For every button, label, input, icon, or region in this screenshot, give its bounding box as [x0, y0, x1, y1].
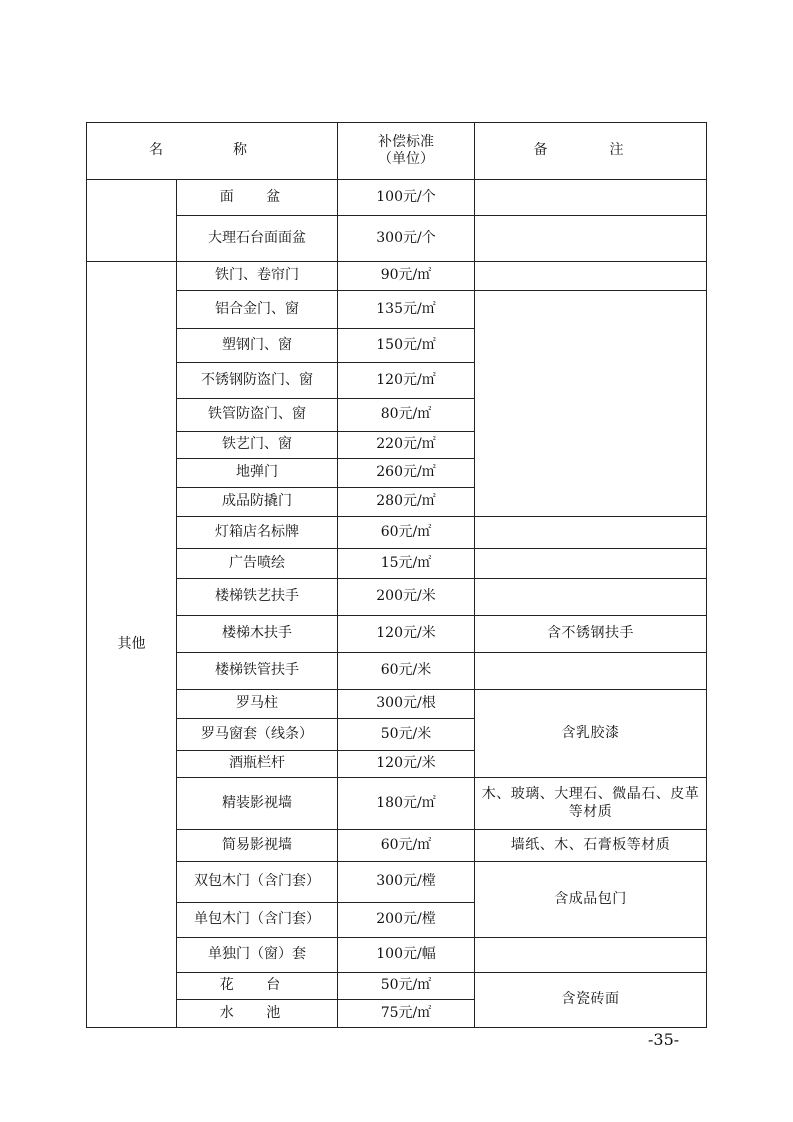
- item-name: 铁门、卷帘门: [177, 262, 338, 291]
- table-header-row: [87, 123, 707, 180]
- remark-cell: 含成品包门: [475, 862, 707, 938]
- item-standard: 300元/樘: [338, 862, 475, 903]
- table-row: [87, 216, 707, 262]
- remark-cell: [475, 517, 707, 549]
- item-standard: 100元/幅: [338, 938, 475, 973]
- remark-cell: [475, 291, 707, 517]
- remark-cell: [475, 180, 707, 216]
- category-cell-other: 其他: [87, 262, 177, 1028]
- item-name: 精装影视墙: [177, 778, 338, 830]
- item-standard: 120元/米: [338, 751, 475, 778]
- table-row: [87, 778, 707, 830]
- item-name: 水 池: [177, 1000, 338, 1028]
- item-standard: 120元/米: [338, 616, 475, 653]
- item-name: 双包木门（含门套）: [177, 862, 338, 903]
- item-name: 铁艺门、窗: [177, 432, 338, 459]
- table-row: [87, 262, 707, 291]
- header-name: 名 称: [87, 123, 338, 180]
- table-row: [87, 862, 707, 903]
- table-row: [87, 830, 707, 862]
- item-name: 铝合金门、窗: [177, 291, 338, 329]
- table-row: [87, 549, 707, 579]
- table-row: [87, 180, 707, 216]
- item-standard: 150元/㎡: [338, 329, 475, 363]
- item-standard: 50元/米: [338, 719, 475, 751]
- item-standard: 60元/㎡: [338, 830, 475, 862]
- remark-cell: [475, 653, 707, 690]
- item-name: 面 盆: [177, 180, 338, 216]
- item-standard: 50元/㎡: [338, 973, 475, 1000]
- item-name: 罗马柱: [177, 690, 338, 719]
- item-name: 简易影视墙: [177, 830, 338, 862]
- item-name: 成品防撬门: [177, 488, 338, 517]
- item-standard: 260元/㎡: [338, 459, 475, 488]
- category-cell-1: [87, 180, 177, 262]
- item-standard: 120元/㎡: [338, 363, 475, 399]
- item-name: 单独门（窗）套: [177, 938, 338, 973]
- item-name: 铁管防盗门、窗: [177, 399, 338, 432]
- item-standard: 75元/㎡: [338, 1000, 475, 1028]
- table-row: [87, 938, 707, 973]
- table-row: [87, 973, 707, 1000]
- item-name: 楼梯铁管扶手: [177, 653, 338, 690]
- remark-cell: [475, 216, 707, 262]
- header-standard: [338, 123, 475, 180]
- table-row: [87, 579, 707, 616]
- header-standard-line1: 补偿标准: [378, 133, 434, 150]
- item-standard: 60元/米: [338, 653, 475, 690]
- item-name: 不锈钢防盗门、窗: [177, 363, 338, 399]
- item-name: 地弹门: [177, 459, 338, 488]
- item-standard: 280元/㎡: [338, 488, 475, 517]
- item-standard: 300元/根: [338, 690, 475, 719]
- remark-cell: [475, 262, 707, 291]
- header-remark: 备 注: [475, 123, 707, 180]
- item-standard: 200元/樘: [338, 903, 475, 938]
- item-standard: 200元/米: [338, 579, 475, 616]
- item-standard: 60元/㎡: [338, 517, 475, 549]
- remark-cell: [475, 938, 707, 973]
- header-standard-line2: （单位）: [378, 151, 434, 167]
- item-name: 罗马窗套（线条）: [177, 719, 338, 751]
- item-standard: 15元/㎡: [338, 549, 475, 579]
- table-row: [87, 653, 707, 690]
- remark-cell: 含乳胶漆: [475, 690, 707, 778]
- table-row: [87, 291, 707, 329]
- item-name: 大理石台面面盆: [177, 216, 338, 262]
- table-row: [87, 616, 707, 653]
- table-row: [87, 690, 707, 719]
- remark-cell: 含不锈钢扶手: [475, 616, 707, 653]
- item-standard: 100元/个: [338, 180, 475, 216]
- item-name: 单包木门（含门套）: [177, 903, 338, 938]
- item-name: 塑钢门、窗: [177, 329, 338, 363]
- item-standard: 80元/㎡: [338, 399, 475, 432]
- remark-cell: [475, 579, 707, 616]
- item-name: 广告喷绘: [177, 549, 338, 579]
- remark-cell: 含瓷砖面: [475, 973, 707, 1028]
- item-name: 灯箱店名标牌: [177, 517, 338, 549]
- item-standard: 135元/㎡: [338, 291, 475, 329]
- item-standard: 220元/㎡: [338, 432, 475, 459]
- item-standard: 180元/㎡: [338, 778, 475, 830]
- table-row: [87, 517, 707, 549]
- remark-cell: 木、玻璃、大理石、微晶石、皮革等材质: [475, 778, 707, 830]
- item-name: 楼梯铁艺扶手: [177, 579, 338, 616]
- item-standard: 300元/个: [338, 216, 475, 262]
- item-name: 楼梯木扶手: [177, 616, 338, 653]
- page-number: -35-: [648, 1030, 680, 1049]
- item-name: 酒瓶栏杆: [177, 751, 338, 778]
- remark-cell: [475, 549, 707, 579]
- item-name: 花 台: [177, 973, 338, 1000]
- remark-cell: 墙纸、木、石膏板等材质: [475, 830, 707, 862]
- item-standard: 90元/㎡: [338, 262, 475, 291]
- compensation-table: [86, 122, 707, 1028]
